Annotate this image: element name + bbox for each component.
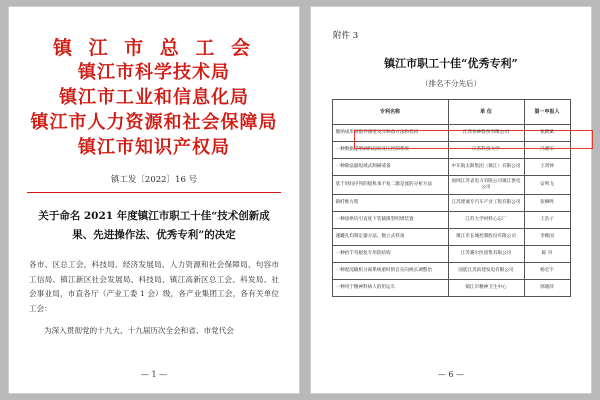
table-row bbox=[332, 125, 570, 142]
cell-applicant: 郭晓萍 bbox=[524, 279, 570, 296]
body-paragraph-1: 各市、区总工会，科技局、经济发展局、人力资源和社会保障局、句容市工信局、镇江新区社会发展局、科技局、镇江高新区总工会、科发局、社会事业局，市直各厅（产业工委 1 会）级，各产业集团工会，各有关单位工会： bbox=[29, 259, 279, 314]
page-number-right: — 6 — bbox=[437, 370, 465, 379]
cell-applicant: 张啊鸣 bbox=[524, 194, 570, 211]
attachment-label: 附件 3 bbox=[333, 31, 359, 41]
table-row bbox=[332, 176, 570, 195]
cell-applicant: 王剑钟 bbox=[524, 159, 570, 176]
red-divider-rule bbox=[27, 192, 281, 194]
column-header-patent-name: 专利名称 bbox=[332, 100, 448, 125]
cell-unit: 中车航太限集团（镇江）有限公司 bbox=[448, 159, 524, 176]
cell-unit: 江苏建诚专汽车产业工程有限公司 bbox=[448, 194, 524, 211]
cell-applicant: 张跃斌 bbox=[524, 125, 570, 142]
table-row bbox=[332, 159, 570, 176]
cell-patent-name: 一种除法器短域式制刷戒备 bbox=[332, 159, 448, 176]
cell-unit: 江苏恒神股份有限公司 bbox=[448, 125, 524, 142]
patent-table bbox=[332, 99, 571, 297]
cell-patent-name: 一种用于精神科病人的用运车 bbox=[332, 279, 448, 296]
document-page-left bbox=[8, 6, 300, 394]
document-number: 镇工发〔2022〕16 号 bbox=[110, 174, 198, 185]
cell-unit: 镇江市精神卫生中心 bbox=[448, 279, 524, 296]
table-header-row bbox=[332, 100, 570, 125]
table-title: 镇江市职工十佳“优秀专利” bbox=[384, 57, 518, 70]
document-title: 关于命名 2021 年度镇江市职工十佳“技术创新成果、先进操作法、优秀专利”的决定 bbox=[38, 210, 270, 241]
table-subtitle: （排名不分先后） bbox=[421, 79, 481, 88]
table-row bbox=[332, 228, 570, 245]
body-paragraph-2: 为深入贯彻党的十九大、十九届历次全会和省、市党代会 bbox=[44, 326, 234, 336]
table-row bbox=[332, 245, 570, 262]
cell-patent-name: 一种混沌输机分离系统重时的自实向换长调整治 bbox=[332, 262, 448, 279]
letterhead-line-3: 镇江市工业和信息化局 bbox=[59, 87, 249, 109]
page-number-left: — 1 — bbox=[140, 370, 168, 379]
cell-patent-name: 速罐孔均制定器方法、数立式样备 bbox=[332, 228, 448, 245]
letterhead-line-2: 镇江市科学技术局 bbox=[78, 62, 230, 84]
cell-patent-name: 一种抬千弯板复专用防结构 bbox=[332, 245, 448, 262]
table-row bbox=[332, 194, 570, 211]
red-letterhead bbox=[9, 35, 299, 161]
letterhead-line-5: 镇江市知识产权局 bbox=[78, 136, 230, 158]
cell-unit: 镇江市长城控制股份有限公司 bbox=[448, 228, 524, 245]
cell-patent-name: 微纳成形局锻件薄壁及异种备方法和机构 bbox=[332, 125, 448, 142]
cell-unit: 江苏科技大学 bbox=[448, 142, 524, 159]
cell-unit: 江苏赛尔医创集有限公司 bbox=[448, 245, 524, 262]
table-row bbox=[332, 211, 570, 228]
cell-patent-name: 基于时间序列的船机承不复二激是流的分析方法 bbox=[332, 176, 448, 195]
cell-applicant: 杨宏宇 bbox=[524, 262, 570, 279]
cell-unit: 国能江苏滨建发电有限公司 bbox=[448, 262, 524, 279]
letterhead-line-1: 镇 江 市 总 工 会 bbox=[52, 37, 256, 59]
cell-patent-name: 一种数据提增调机起动及压控制系统 bbox=[332, 142, 448, 159]
cell-applicant: 安鸣飞 bbox=[524, 176, 570, 195]
cell-patent-name: 一种涂烘均引直度下装辅煤型明增装置 bbox=[332, 211, 448, 228]
document-body bbox=[29, 258, 279, 339]
table-row bbox=[332, 142, 570, 159]
letterhead-line-4: 镇江市人力资源和社会保障局 bbox=[30, 111, 278, 133]
column-header-applicant: 第一申报人 bbox=[524, 100, 570, 125]
cell-applicant: 李维国 bbox=[524, 228, 570, 245]
cell-unit: 江苏大学材料心忘厂 bbox=[448, 211, 524, 228]
table-row bbox=[332, 279, 570, 296]
cell-applicant: 王浩子 bbox=[524, 211, 570, 228]
document-page-right bbox=[310, 6, 592, 394]
cell-applicant: 陈 舟 bbox=[524, 245, 570, 262]
table-row bbox=[332, 262, 570, 279]
cell-patent-name: 镇纤维方程 bbox=[332, 194, 448, 211]
cell-applicant: 冯潮军 bbox=[524, 142, 570, 159]
column-header-unit: 单 位 bbox=[448, 100, 524, 125]
cell-unit: 国网江苏省电力有限公司镇江供电公司 bbox=[448, 176, 524, 195]
